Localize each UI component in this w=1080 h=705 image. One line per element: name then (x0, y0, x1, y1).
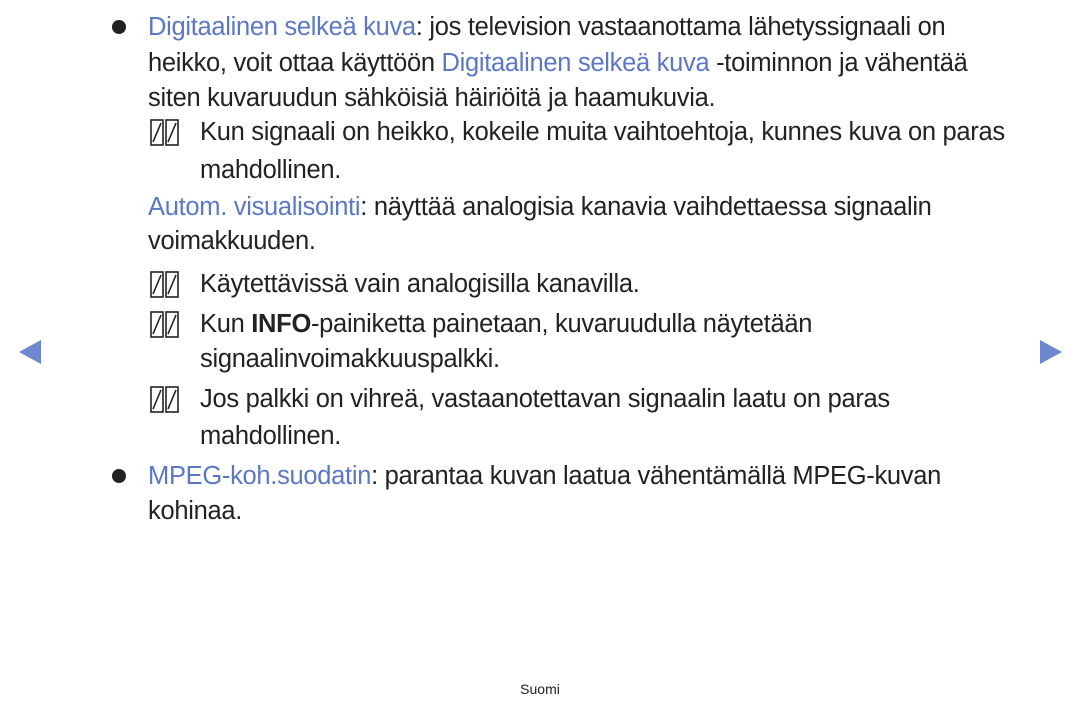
text-line: heikko, voit ottaa käyttöön Digitaalinen selkeä kuva -toiminnon ja vähentää (148, 49, 968, 77)
term-link: MPEG-koh.suodatin (148, 462, 372, 490)
bullet-dot (112, 20, 126, 34)
text-line: Kun INFO-painiketta painetaan, kuvaruudulla näytetään (200, 310, 813, 338)
text-line: Digitaalinen selkeä kuva: jos television vastaanottama lähetyssignaali on (148, 13, 946, 41)
text-line: mahdollinen. (200, 422, 341, 450)
term-link: Digitaalinen selkeä kuva (441, 49, 710, 77)
term-link: Digitaalinen selkeä kuva (148, 13, 416, 41)
text-line: Kun signaali on heikko, kokeile muita vaihtoehtoja, kunnes kuva on paras (200, 118, 1005, 146)
bullet-dot (112, 469, 126, 483)
text-line: siten kuvaruudun sähköisiä häiriöitä ja haamukuvia. (148, 84, 716, 112)
text-line: kohinaa. (148, 497, 243, 525)
triangle-left-icon[interactable] (17, 338, 43, 366)
note-icon (150, 311, 180, 339)
text-line: Käytettävissä vain analogisilla kanavilla. (200, 270, 640, 298)
text-line: voimakkuuden. (148, 227, 316, 255)
note-icon (150, 271, 180, 299)
button-name: INFO (251, 310, 311, 338)
text-line: Autom. visualisointi: näyttää analogisia kanavia vaihdettaessa signaalin (148, 193, 932, 221)
note-icon (150, 386, 180, 414)
triangle-right-icon[interactable] (1038, 338, 1064, 366)
text-line: mahdollinen. (200, 156, 341, 184)
text-line: Jos palkki on vihreä, vastaanotettavan signaalin laatu on paras (200, 385, 890, 413)
note-icon (150, 119, 180, 147)
text-line: MPEG-koh.suodatin: parantaa kuvan laatua vähentämällä MPEG-kuvan (148, 462, 942, 490)
text-line: signaalinvoimakkuuspalkki. (200, 345, 500, 373)
footer-language: Suomi (520, 681, 560, 697)
term-link: Autom. visualisointi (148, 193, 361, 221)
